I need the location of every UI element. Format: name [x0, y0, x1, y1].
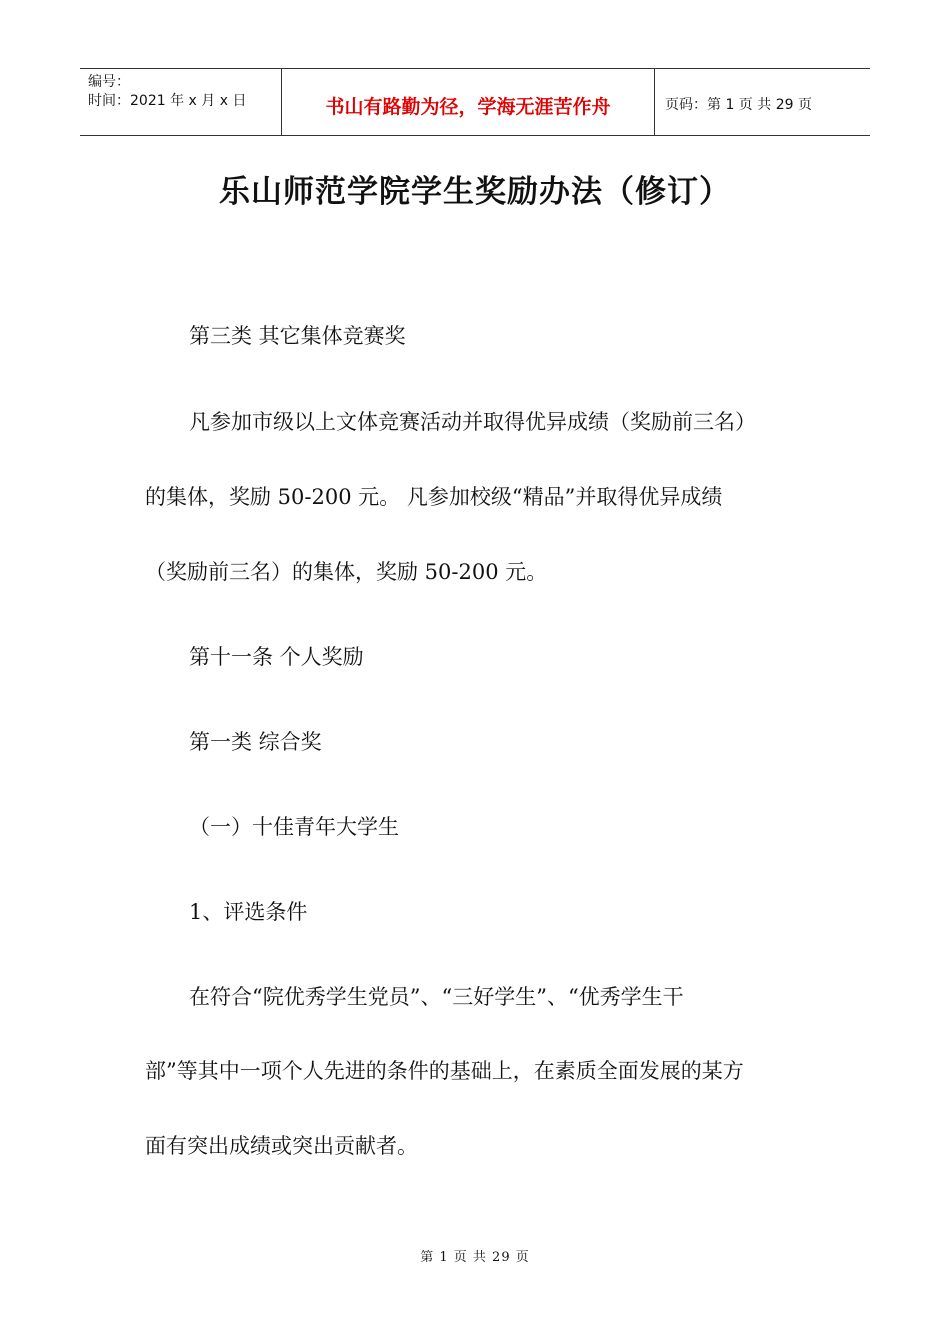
- paragraph-line: 的集体，奖励 50-200 元。 凡参加校级“精品”并取得优异成绩: [145, 485, 723, 509]
- header-motto-cell: [282, 69, 655, 135]
- document-title: 乐山师范学院学生奖励办法（修订）: [219, 174, 731, 210]
- section-heading: 第三类 其它集体竞赛奖: [189, 324, 406, 348]
- header-page-cell: [655, 69, 870, 135]
- header-meta-cell: [80, 69, 282, 135]
- document-time-label: 时间：2021 年 x 月 x 日: [88, 93, 247, 109]
- header-table: [80, 68, 870, 136]
- paragraph-line: 在符合“院优秀学生党员”、“三好学生”、“优秀学生干: [189, 985, 684, 1009]
- subsection-heading: （一）十佳青年大学生: [189, 815, 399, 839]
- document-number-label: 编号：: [88, 74, 130, 90]
- header-motto: 书山有路勤为径，学海无涯苦作舟: [325, 95, 611, 118]
- item-heading: 1、评选条件: [189, 900, 308, 924]
- paragraph-line: （奖励前三名）的集体，奖励 50-200 元。: [145, 560, 548, 584]
- page-footer: 第 1 页 共 29 页: [420, 1250, 530, 1265]
- paragraph-line: 面有突出成绩或突出贡献者。: [145, 1134, 418, 1158]
- category-heading: 第一类 综合奖: [189, 730, 322, 754]
- article-heading: 第十一条 个人奖励: [189, 645, 364, 669]
- paragraph-line: 凡参加市级以上文体竞赛活动并取得优异成绩（奖励前三名）: [189, 410, 756, 434]
- paragraph-line: 部”等其中一项个人先进的条件的基础上，在素质全面发展的某方: [145, 1059, 744, 1083]
- header-page-info: 页码：第 1 页 共 29 页: [665, 97, 812, 113]
